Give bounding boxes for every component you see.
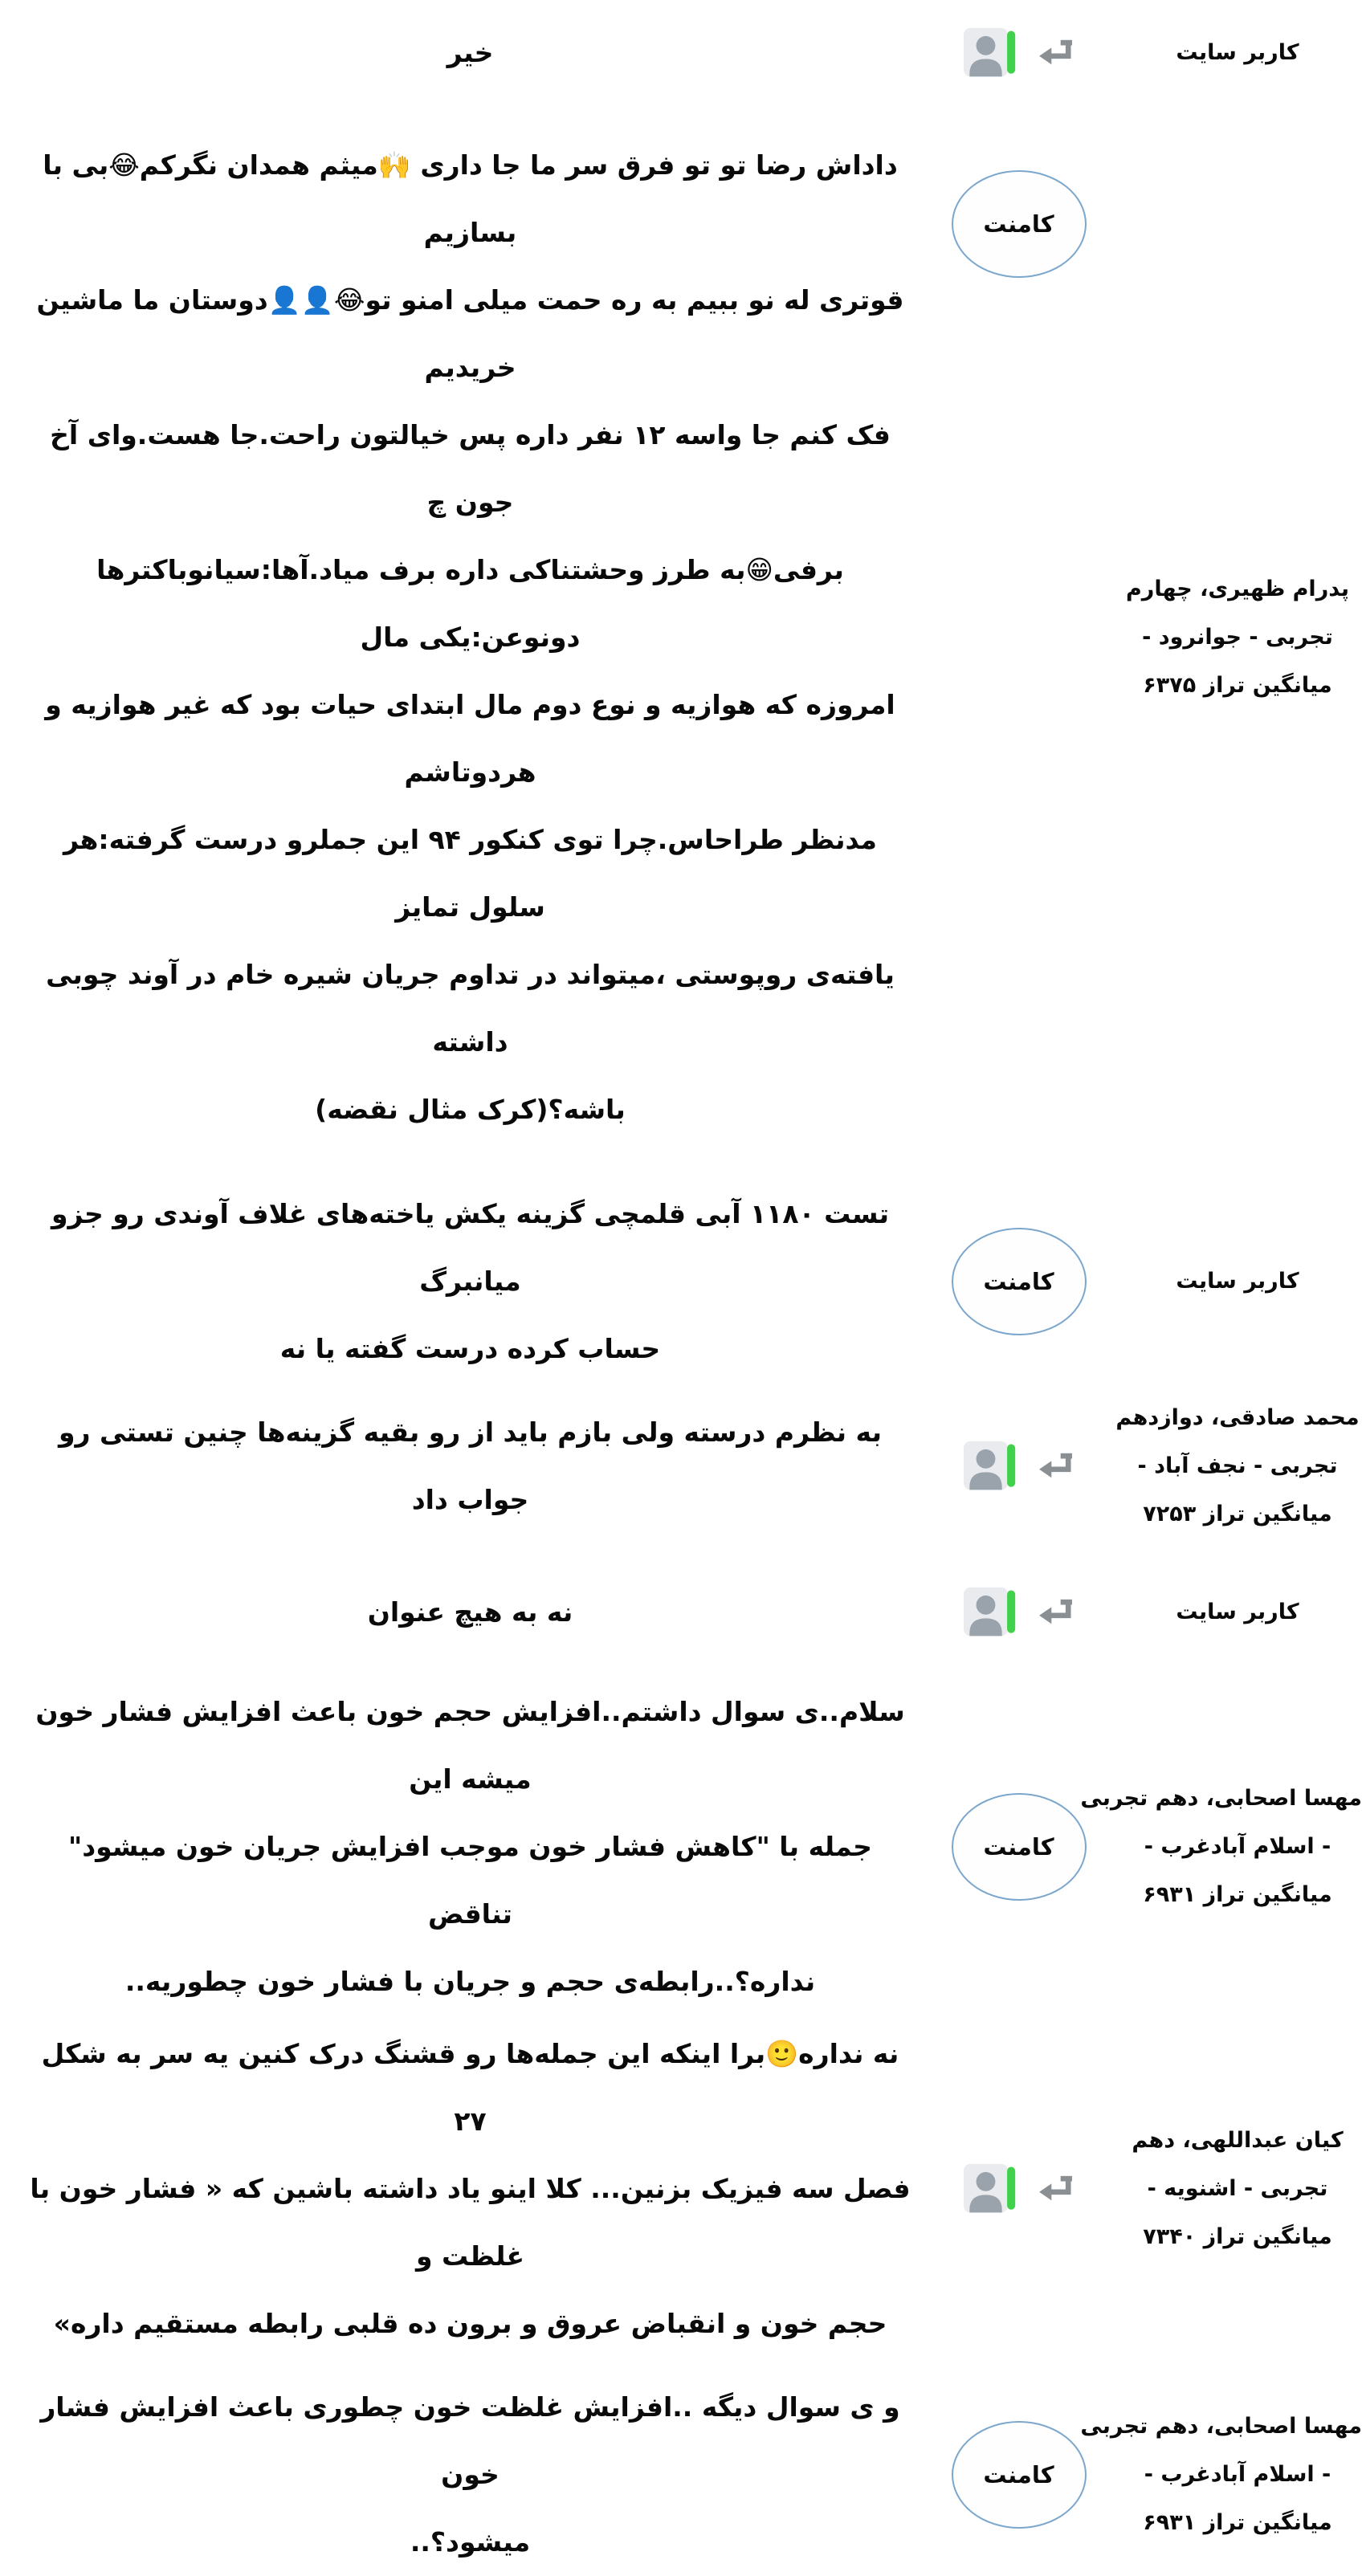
avatar-reply-group	[964, 1586, 1075, 1639]
badge-column	[924, 1793, 1113, 1901]
badge-column	[924, 1228, 1113, 1335]
reply-arrow-icon[interactable]	[1038, 38, 1075, 68]
user-avatar-icon[interactable]	[964, 26, 1017, 79]
comment-text-line: حجم خون و انقباض عروق و برون ده قلبی رابطه مستقیم داره»	[53, 2308, 887, 2339]
user-info-line: - اسلام آبادغرب -	[1144, 2462, 1331, 2487]
badge-column	[924, 26, 1113, 79]
comment-row	[0, 14, 1362, 92]
user-info-line: میانگین تراز ۶۹۳۱	[1143, 2510, 1332, 2535]
user-info-line: محمد صادقی، دوازدهم	[1115, 1405, 1360, 1430]
comment-text	[0, 1180, 924, 1383]
reply-arrow-icon[interactable]	[1038, 2174, 1075, 2204]
user-info	[1113, 29, 1362, 77]
user-info	[1113, 1588, 1362, 1636]
user-info-line: پدرام ظهیری، چهارم	[1126, 577, 1349, 601]
user-info	[1080, 1775, 1362, 1919]
comment-text-line: یافته‌ی روپوستی ،میتواند در تداوم جریان شیره خام در آوند چوبی داشته	[46, 959, 895, 1058]
comment-text-line: نه نداره🙂برا اینکه این جمله‌ها رو قشنگ درک کنین یه سر به شکل ۲۷	[41, 2038, 899, 2137]
comment-text-line: فک کنم جا واسه ۱۲ نفر داره پس خیالتون راحت.جا هست.وای آخ جون چ	[50, 419, 891, 518]
comment-row	[0, 1394, 1362, 1539]
user-avatar-icon[interactable]	[964, 2162, 1017, 2215]
comment-text-line: تست ۱۱۸۰ آبی قلمچی گزینه یکش یاخته‌های غلاف آوندی رو جزو میانبرگ	[51, 1198, 890, 1297]
comment-text-line: سلام..ی سوال داشتم..افزایش حجم خون باعث افزایش فشار خون میشه این	[35, 1696, 905, 1795]
user-avatar-icon[interactable]	[964, 1440, 1017, 1493]
comment-text	[0, 2374, 924, 2576]
user-info-line: مهسا اصحابی، دهم تجربی	[1080, 1786, 1362, 1811]
badge-column	[924, 2421, 1113, 2529]
user-info-line: میانگین تراز ۶۹۳۱	[1143, 1882, 1332, 1907]
user-info-line: کیان عبداللهی، دهم	[1132, 2128, 1344, 2153]
user-info-line: مهسا اصحابی، دهم تجربی	[1080, 2414, 1362, 2439]
user-info	[1113, 1394, 1362, 1539]
comment-text-line: حساب کرده درست گفته یا نه	[279, 1333, 661, 1364]
comment-text-line: فصل سه فیزیک بزنین... کلا اینو یاد داشته باشین که « فشار خون با غلظت و	[30, 2173, 911, 2272]
comment-text	[0, 1678, 924, 2016]
comment-text-line: خیر	[447, 37, 494, 68]
comment-text-line: امروزه که هوازیه و نوع دوم مال ابتدای حیات بود که غیر هوازیه و هردوتاشم	[45, 689, 895, 788]
comment-row	[0, 1678, 1362, 2016]
comment-text	[0, 2020, 924, 2358]
comment-badge-label: کامنت	[983, 1268, 1054, 1295]
comment-badge-label: کامنت	[983, 2461, 1054, 2488]
comment-badge-label: کامنت	[983, 1833, 1054, 1861]
user-info-line: کاربر سایت	[1176, 1269, 1299, 1294]
user-info-line: میانگین تراز ۶۳۷۵	[1143, 673, 1332, 698]
comment-text	[0, 132, 924, 1143]
comment-row	[0, 2374, 1362, 2576]
comment-text-line: میشود؟..	[410, 2526, 531, 2558]
comment-text-line: به نظرم درسته ولی بازم باید از رو بقیه گزینه‌ها چنین تستی رو جواب داد	[59, 1416, 882, 1515]
comment-row	[0, 2020, 1362, 2358]
comment-text	[0, 1399, 924, 1534]
user-info-line: تجربی - اشنویه -	[1147, 2176, 1328, 2201]
comment-text-line: برفی😁به طرز وحشتناکی داره برف میاد.آها:سیانوباکترها دونوعن:یکی مال	[96, 554, 844, 653]
user-info-line: کاربر سایت	[1176, 40, 1299, 65]
comment-text-line: باشه؟(کرک مثال نقضه)	[315, 1094, 626, 1125]
comment-row	[0, 132, 1362, 1143]
comment-text-line: قوتری له نو ببیم به ره حمت میلی امنو تو😂👤👤دوستان ما ماشین خریدیم	[36, 284, 904, 383]
badge-column	[924, 1586, 1113, 1639]
reply-arrow-icon[interactable]	[1038, 1451, 1075, 1482]
comment-text	[0, 1579, 924, 1646]
comment-badge	[952, 1793, 1087, 1901]
badge-column	[924, 132, 1113, 278]
comment-badge	[952, 2421, 1087, 2529]
comment-text-line: جمله با "کاهش فشار خون موجب افزایش جریان خون میشود" تناقض	[68, 1831, 872, 1930]
user-info-line: کاربر سایت	[1176, 1600, 1299, 1624]
avatar-reply-group	[964, 26, 1075, 79]
user-info	[1080, 2403, 1362, 2547]
comment-text	[0, 19, 924, 87]
comment-text-line: مدنظر طراحاس.چرا توی کنکور ۹۴ این جملرو درست گرفته:هر سلول تمایز	[63, 824, 877, 923]
user-info	[1113, 565, 1362, 710]
user-avatar-icon[interactable]	[964, 1586, 1017, 1639]
reply-arrow-icon[interactable]	[1038, 1597, 1075, 1628]
avatar-reply-group	[964, 1440, 1075, 1493]
user-info-line: تجربی - نجف آباد -	[1137, 1453, 1338, 1478]
comment-badge	[952, 170, 1087, 278]
user-info-line: میانگین تراز ۷۳۴۰	[1143, 2224, 1332, 2249]
comment-text-line: نداره؟..رابطه‌ی حجم و جریان با فشار خون چطوریه..	[124, 1966, 816, 1997]
avatar-reply-group	[964, 2162, 1075, 2215]
comment-text-line: داداش رضا تو تو فرق سر ما جا داری 🙌میثم همدان نگرکم😂بی با بسازیم	[43, 149, 898, 248]
badge-column	[924, 2162, 1113, 2215]
comment-badge-label: کامنت	[983, 210, 1054, 238]
badge-column	[924, 1440, 1113, 1493]
user-info-line: - اسلام آبادغرب -	[1144, 1834, 1331, 1859]
user-info-line: میانگین تراز ۷۲۵۳	[1143, 1502, 1332, 1526]
comment-row	[0, 1180, 1362, 1383]
user-info-line: تجربی - جوانرود -	[1142, 625, 1333, 650]
comment-text-line: نه به هیچ عنوان	[367, 1596, 573, 1628]
comment-row	[0, 1579, 1362, 1646]
comment-badge	[952, 1228, 1087, 1335]
user-info	[1113, 2117, 1362, 2261]
user-info	[1113, 1257, 1362, 1306]
comment-text-line: و ی سوال دیگه ..افزایش غلظت خون چطوری باعث افزایش فشار خون	[40, 2391, 900, 2490]
